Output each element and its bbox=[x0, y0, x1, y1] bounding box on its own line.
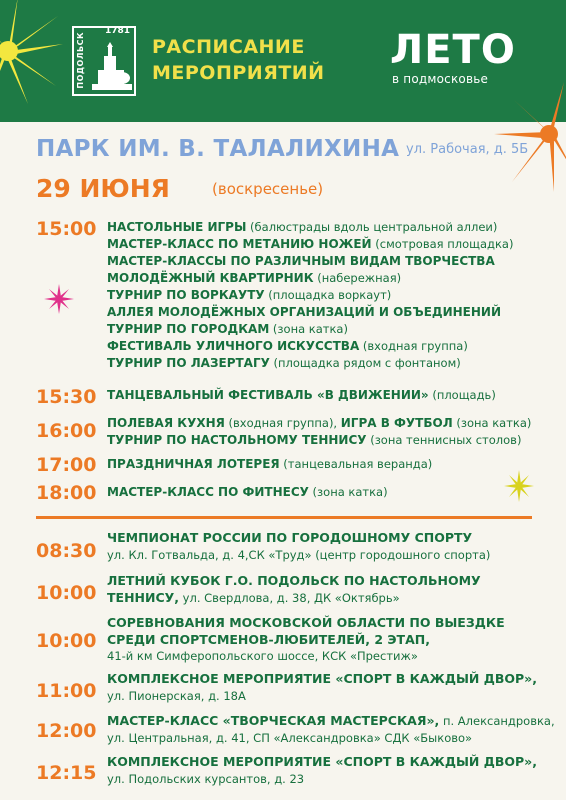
schedule-event bbox=[107, 356, 461, 370]
event-location: ул. Кл. Готвальда, д. 4,СК «Труд» (центр городошного спорта) bbox=[107, 548, 491, 562]
crest-city: ПОДОЛЬСК bbox=[76, 32, 85, 89]
leto-brand-logo: ЛЕТО bbox=[390, 27, 516, 73]
event-location: (набережная) bbox=[313, 271, 402, 285]
schedule-time: 11:00 bbox=[36, 680, 97, 702]
event-title: ТУРНИР ПО ЛАЗЕРТАГУ bbox=[107, 356, 270, 370]
yellow-burst-icon bbox=[0, 0, 68, 106]
header-banner bbox=[0, 0, 566, 122]
schedule-event bbox=[107, 433, 521, 447]
schedule-time: 18:00 bbox=[36, 482, 97, 504]
schedule-event bbox=[107, 271, 401, 285]
event-location: (зона теннисных столов) bbox=[366, 433, 522, 447]
crest-year: 1781 bbox=[104, 26, 130, 36]
event-title: ЛЕТНИЙ КУБОК Г.О. ПОДОЛЬСК ПО НАСТОЛЬНОМУ bbox=[107, 573, 481, 588]
schedule-event bbox=[107, 457, 432, 471]
schedule-event bbox=[107, 573, 481, 588]
schedule-time: 10:00 bbox=[36, 582, 97, 604]
schedule-time: 10:00 bbox=[36, 630, 97, 652]
event-title: ЧЕМПИОНАТ РОССИИ ПО ГОРОДОШНОМУ СПОРТУ bbox=[107, 530, 473, 545]
schedule-time: 16:00 bbox=[36, 420, 97, 442]
schedule-event bbox=[107, 671, 537, 686]
yellow-sparkle-icon bbox=[504, 470, 534, 502]
event-location: (площадка воркаут) bbox=[264, 288, 392, 302]
schedule-event bbox=[107, 754, 537, 769]
event-location: 41-й км Симферопольского шоссе, КСК «Престиж» bbox=[107, 649, 418, 663]
event-title: ТУРНИР ПО ВОРКАУТУ bbox=[107, 288, 265, 302]
event-title: ТЕННИСУ, bbox=[107, 590, 180, 605]
event-location: п. Александровка, bbox=[439, 714, 555, 728]
schedule-time: 15:00 bbox=[36, 218, 97, 240]
event-title: ФЕСТИВАЛЬ УЛИЧНОГО ИСКУССТВА bbox=[107, 339, 360, 353]
schedule-title bbox=[152, 34, 325, 86]
event-title: АЛЛЕЯ МОЛОДЁЖНЫХ ОРГАНИЗАЦИЙ И ОБЪЕДИНЕНИЙ bbox=[107, 305, 501, 319]
event-location: (смотровая площадка) bbox=[371, 237, 514, 251]
schedule-event bbox=[107, 254, 495, 268]
event-title: ПРАЗДНИЧНАЯ ЛОТЕРЕЯ bbox=[107, 457, 280, 471]
event-location: (балюстрады вдоль центральной аллеи) bbox=[246, 220, 498, 234]
schedule-event bbox=[107, 288, 391, 302]
church-icon bbox=[92, 42, 132, 92]
event-title: НАСТОЛЬНЫЕ ИГРЫ bbox=[107, 220, 247, 234]
schedule-event bbox=[107, 388, 496, 402]
event-location: (танцевальная веранда) bbox=[279, 457, 433, 471]
event-location: ул. Пионерская, д. 18А bbox=[107, 689, 246, 703]
event-location: (площадка рядом с фонтаном) bbox=[269, 356, 461, 370]
event-title: МОЛОДЁЖНЫЙ КВАРТИРНИК bbox=[107, 271, 314, 285]
event-location: (зона катка) bbox=[308, 485, 388, 499]
section-divider bbox=[36, 516, 532, 519]
schedule-event bbox=[107, 416, 531, 430]
event-title: СРЕДИ СПОРТСМЕНОВ-ЛЮБИТЕЛЕЙ, 2 ЭТАП, bbox=[107, 632, 430, 647]
event-title: МАСТЕР-КЛАСС ПО МЕТАНИЮ НОЖЕЙ bbox=[107, 237, 372, 251]
event-title: СОРЕВНОВАНИЯ МОСКОВСКОЙ ОБЛАСТИ ПО ВЫЕЗДКЕ bbox=[107, 615, 505, 630]
event-title: ТУРНИР ПО ГОРОДКАМ bbox=[107, 322, 270, 336]
pink-sparkle-icon bbox=[44, 284, 74, 314]
event-location: (зона катка) bbox=[452, 416, 532, 430]
event-location: (входная группа) bbox=[359, 339, 468, 353]
schedule-event bbox=[107, 220, 497, 234]
schedule-time: 12:00 bbox=[36, 720, 97, 742]
event-location: (входная группа), bbox=[224, 416, 341, 430]
event-title: КОМПЛЕКСНОЕ МЕРОПРИЯТИЕ «СПОРТ В КАЖДЫЙ ДВОР», bbox=[107, 754, 538, 769]
podolsk-crest-logo bbox=[72, 26, 136, 96]
event-location: (площадь) bbox=[428, 388, 496, 402]
schedule-event bbox=[107, 772, 304, 786]
schedule-event bbox=[107, 731, 472, 745]
schedule-time: 08:30 bbox=[36, 540, 97, 562]
schedule-event bbox=[107, 689, 246, 703]
schedule-event bbox=[107, 548, 490, 562]
schedule-event bbox=[107, 590, 400, 605]
event-location: ул. Центральная, д. 41, СП «Александровка» СДК «Быково» bbox=[107, 731, 473, 745]
park-address: ул. Рабочая, д. 5Б bbox=[406, 142, 529, 157]
orange-burst-icon bbox=[494, 82, 566, 192]
schedule-time: 12:15 bbox=[36, 762, 97, 784]
schedule-event bbox=[107, 322, 348, 336]
event-title: МАСТЕР-КЛАСС «ТВОРЧЕСКАЯ МАСТЕРСКАЯ», bbox=[107, 713, 440, 728]
event-location: (зона катка) bbox=[269, 322, 348, 336]
schedule-event bbox=[107, 615, 505, 630]
schedule-event bbox=[107, 485, 388, 499]
schedule-event bbox=[107, 649, 418, 663]
event-title: ПОЛЕВАЯ КУХНЯ bbox=[107, 416, 225, 430]
schedule-event bbox=[107, 237, 513, 251]
schedule-time: 17:00 bbox=[36, 454, 97, 476]
event-date: 29 ИЮНЯ bbox=[36, 174, 170, 203]
event-location: ул. Свердлова, д. 38, ДК «Октябрь» bbox=[179, 591, 400, 605]
leto-brand-subtitle: в подмосковье bbox=[392, 72, 489, 86]
schedule-event bbox=[107, 530, 472, 545]
event-weekday: (воскресенье) bbox=[212, 180, 324, 198]
schedule-event bbox=[107, 632, 430, 647]
event-title: ТУРНИР ПО НАСТОЛЬНОМУ ТЕННИСУ bbox=[107, 433, 367, 447]
event-location: ул. Подольских курсантов, д. 23 bbox=[107, 772, 305, 786]
schedule-title-line1: РАСПИСАНИЕ bbox=[152, 36, 305, 58]
schedule-event bbox=[107, 339, 468, 353]
event-title: МАСТЕР-КЛАСС ПО ФИТНЕСУ bbox=[107, 485, 309, 499]
schedule-event bbox=[107, 713, 555, 728]
event-title: МАСТЕР-КЛАССЫ ПО РАЗЛИЧНЫМ ВИДАМ ТВОРЧЕСТВА bbox=[107, 254, 495, 268]
event-title: КОМПЛЕКСНОЕ МЕРОПРИЯТИЕ «СПОРТ В КАЖДЫЙ ДВОР», bbox=[107, 671, 538, 686]
event-title: ТАНЦЕВАЛЬНЫЙ ФЕСТИВАЛЬ «В ДВИЖЕНИИ» bbox=[107, 388, 429, 402]
schedule-time: 15:30 bbox=[36, 386, 97, 408]
event-title: ИГРА В ФУТБОЛ bbox=[340, 416, 453, 430]
schedule-event bbox=[107, 305, 501, 319]
park-name: ПАРК ИМ. В. ТАЛАЛИХИНА bbox=[36, 136, 400, 162]
schedule-title-line2: МЕРОПРИЯТИЙ bbox=[152, 62, 325, 84]
